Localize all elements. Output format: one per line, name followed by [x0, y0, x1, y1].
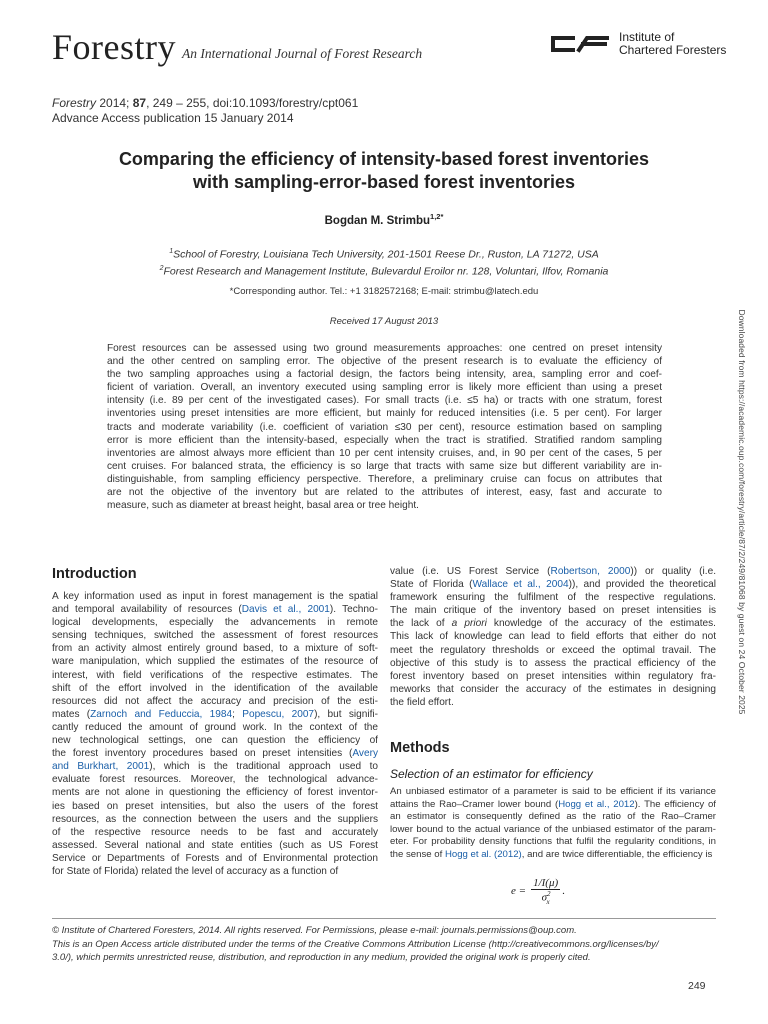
text-line: and Burkhart, 2001), which is the traditional approach used to	[52, 761, 378, 773]
reference-link[interactable]: Davis et al., 2001	[241, 604, 330, 616]
text-line: distinguishable, from sampling efficiency perspective. Therefore, a preliminary cruise can focus on attributes that	[107, 473, 662, 485]
corresponding-author: *Corresponding author. Tel.: +1 3182572168; E-mail: strimbu@latech.edu	[229, 286, 539, 297]
text-line: evaluate forest resources. Moreover, the technological advance-	[52, 774, 378, 786]
affiliation-2: $^2$Forest Research and Management Institute, Bulevardul Eroilor nr. 128, Voluntari, Ilfov, Romania	[159, 264, 609, 277]
text-line: ficient of variation. Overall, an inventory executed using sampling error is likely more efficient than using a preset	[107, 382, 662, 394]
text-line: ments are not alone in questioning the efficiency of forest inventor-	[52, 787, 378, 799]
text-line: are not the objective of the inventory but are related to the attributes of interest, easy, fast and accurate to	[107, 487, 662, 499]
text-line: value (i.e. US Forest Service (Robertson, 2000)) or quality (i.e.	[390, 566, 716, 577]
citation: Forestry 2014; 87, 249 – 255, doi:10.1093/forestry/cpt061 Advance Access publication 15 January 2014	[52, 96, 359, 125]
text-line: assessed. Several national and state entities (such as US Forest	[52, 839, 378, 851]
text-line: sensing techniques, switched the assessment of forest resources	[52, 630, 378, 642]
efficiency-equation: e = 1/I(μ) $\sigma^2_x$ .	[511, 877, 565, 906]
text-line: eter. For probability density functions that fulfil the regularity conditions, in	[390, 836, 716, 848]
text-line: cent cruises. For balanced strata, the efficiency is so large that tracts with same size but different variability are in-	[107, 460, 662, 472]
abstract	[107, 342, 662, 512]
text-line: interest, with field verifications of the respective estimates. The	[52, 669, 378, 681]
methods-subheading: Selection of an estimator for efficiency	[390, 767, 593, 781]
text-line: The main critique of the inventory based on preset intensities is	[390, 605, 716, 617]
institute-logo-text: Institute of Chartered Foresters	[619, 30, 727, 57]
text-line: A key information used as input in forest management is the spatial	[52, 591, 378, 602]
affiliations	[0, 245, 768, 278]
text-line: mates (Zarnoch and Feduccia, 1984; Popescu, 2007), but signifi-	[52, 708, 379, 720]
reference-link[interactable]: Zarnoch and Feduccia, 1984	[90, 708, 233, 720]
text-line: from an activity almost entirely ground based, to a mixture of soft-	[52, 643, 378, 655]
reference-link[interactable]: Avery	[352, 748, 378, 760]
text-line: an estimator is consequently defined as the ratio of the Rao–Cramer	[390, 811, 716, 823]
reference-link[interactable]: Hogg et al., 2012	[558, 798, 635, 810]
text-line: resources, as the connection between the users and the suppliers	[52, 813, 378, 825]
reference-link[interactable]: Popescu, 2007	[242, 708, 315, 720]
text-line: forest inventory based on preset intensities within regulatory fra-	[390, 670, 716, 682]
reference-link[interactable]: Hogg et al. (2012)	[444, 848, 522, 860]
methods-text	[390, 786, 716, 862]
text-line: State of Florida (Wallace et al., 2004)), and provided the theoretical	[390, 579, 716, 591]
introduction-text	[52, 590, 378, 878]
page-number: 249	[688, 980, 706, 992]
text-line: Service or Departments of Forests and of Environmental protection	[52, 852, 378, 864]
text-line: This lack of knowledge can lead to field efforts that either do not	[390, 631, 716, 643]
text-line: and temporal availability of resources (Davis et al., 2001). Techno-	[52, 604, 379, 616]
text-line: objective of this study is to assess the practical efficiency of the	[390, 657, 716, 669]
copyright-footer: © Institute of Chartered Foresters, 2014. All rights reserved. For Permissions, please e-mail: journals.permissions@oup.com. This is an Open Access article distributed under the terms of the Creative Commons Attribution License (http://creativecommons.org/licenses/by/ 3.0/), which permits unrestricted reuse, distribution, and reproduction in any medium, provided the original work is properly cited.	[52, 925, 659, 963]
text-line: An unbiased estimator of a parameter is said to be efficient if its variance	[390, 786, 716, 797]
methods-heading: Methods	[390, 740, 450, 756]
article-title: Comparing the efficiency of intensity-based forest inventories with sampling-error-based forest inventories	[118, 149, 650, 192]
text-line: attains the Rao–Cramer lower bound (Hogg et al., 2012). The efficiency of	[390, 798, 716, 810]
text-line: the sense of Hogg et al. (2012), and are twice differentiable, the efficiency is	[390, 848, 713, 860]
journal-subtitle: An International Journal of Forest Research	[182, 46, 423, 61]
institute-logo-icon	[551, 34, 609, 54]
affiliation-1: $^1$School of Forestry, Louisiana Tech University, 201-1501 Reese Dr., Ruston, LA 71272, USA	[169, 248, 599, 261]
received-date: Received 17 August 2013	[329, 316, 439, 327]
text-line: lower bound to the actual variance of the unbiased estimator of the param-	[390, 823, 716, 835]
text-line: meet the regulatory thresholds or exceed the optimal travail. The	[390, 644, 716, 656]
text-line: the two sampling approaches using a factorial design, the factors being intensity, area, sampling error and coef-	[107, 369, 662, 381]
text-line: inventories are almost always more efficient than 10 per cent intensity cruises, and, in 90 per cent of the cases, 5 per	[107, 447, 662, 459]
introduction-heading: Introduction	[52, 566, 137, 582]
footer-divider	[52, 918, 716, 919]
download-sidebar: Downloaded from https://academic.oup.com/forestry/article/87/2/249/81068 by guest on 24 October 2025	[737, 309, 747, 715]
text-line: for State of Florida) related the level of accuracy as a function of	[52, 865, 339, 877]
text-line: new technological settings, one can question the efficiency of	[52, 735, 378, 747]
text-line: the forest inventory procedures based on preset intensities (Avery	[52, 748, 378, 760]
text-line: meworks that consider the accuracy of the estimates in designing	[390, 683, 716, 695]
right-column-text	[390, 565, 716, 709]
text-line: ware manipulation, which supplied the estimates of the resource of	[52, 656, 378, 668]
text-line: framework ensuring the fulfilment of the respective regulations.	[390, 592, 716, 604]
text-line: inventories using preset intensities are more efficient, but mainly for reduced intensities (i.e. 5 per cent). For larger	[107, 408, 662, 420]
author: Bogdan M. Strimbu$^{1,2*}$	[324, 212, 444, 227]
text-line: cantly reduced the amount of ground work. In the context of the	[52, 721, 378, 733]
text-line: of the respective resource needs to be fast and accurately	[52, 826, 378, 838]
text-line: and the other centred on sampling error. The objective of the present research is to evaluate the efficiency of	[107, 356, 662, 368]
text-line: intensity (i.e. 89 per cent of the investigated cases). For small tracts (i.e. ≤5 ha) or tracts with one stratum, forest	[107, 395, 662, 407]
text-line: the lack of a priori knowledge of the accuracy of the estimates.	[390, 618, 716, 630]
text-line: tracts and moderate variability (i.e. coefficient of variation ≤30 per cent), resource estimation based on sampling	[107, 421, 662, 433]
text-line: error is more efficient than the intensity-based, especially when the tract is stratified. Stratified random sampling	[107, 434, 662, 446]
journal-name: Forestry	[52, 27, 176, 67]
text-line: the field effort.	[390, 696, 454, 708]
reference-link[interactable]: and Burkhart, 2001	[52, 761, 150, 773]
text-line: resources did not affect the accuracy and precision of the esti-	[52, 695, 378, 707]
text-line: Forest resources can be assessed using two ground measurements approaches: one centred on preset intensity	[107, 343, 662, 354]
reference-link[interactable]: Wallace et al., 2004	[472, 579, 569, 591]
reference-link[interactable]: Robertson, 2000	[550, 566, 631, 577]
text-line: logical developments, especially the advancements in remote	[52, 617, 378, 629]
access-date: Advance Access publication 15 January 2014	[52, 111, 294, 125]
text-line: measure, such as diameter at breast height, basal area or tree height.	[107, 500, 419, 512]
text-line: shift of the effort involved in the identification of the available	[52, 682, 378, 694]
text-line: ies based on preset intensities, but also the users of the forest	[52, 800, 378, 812]
